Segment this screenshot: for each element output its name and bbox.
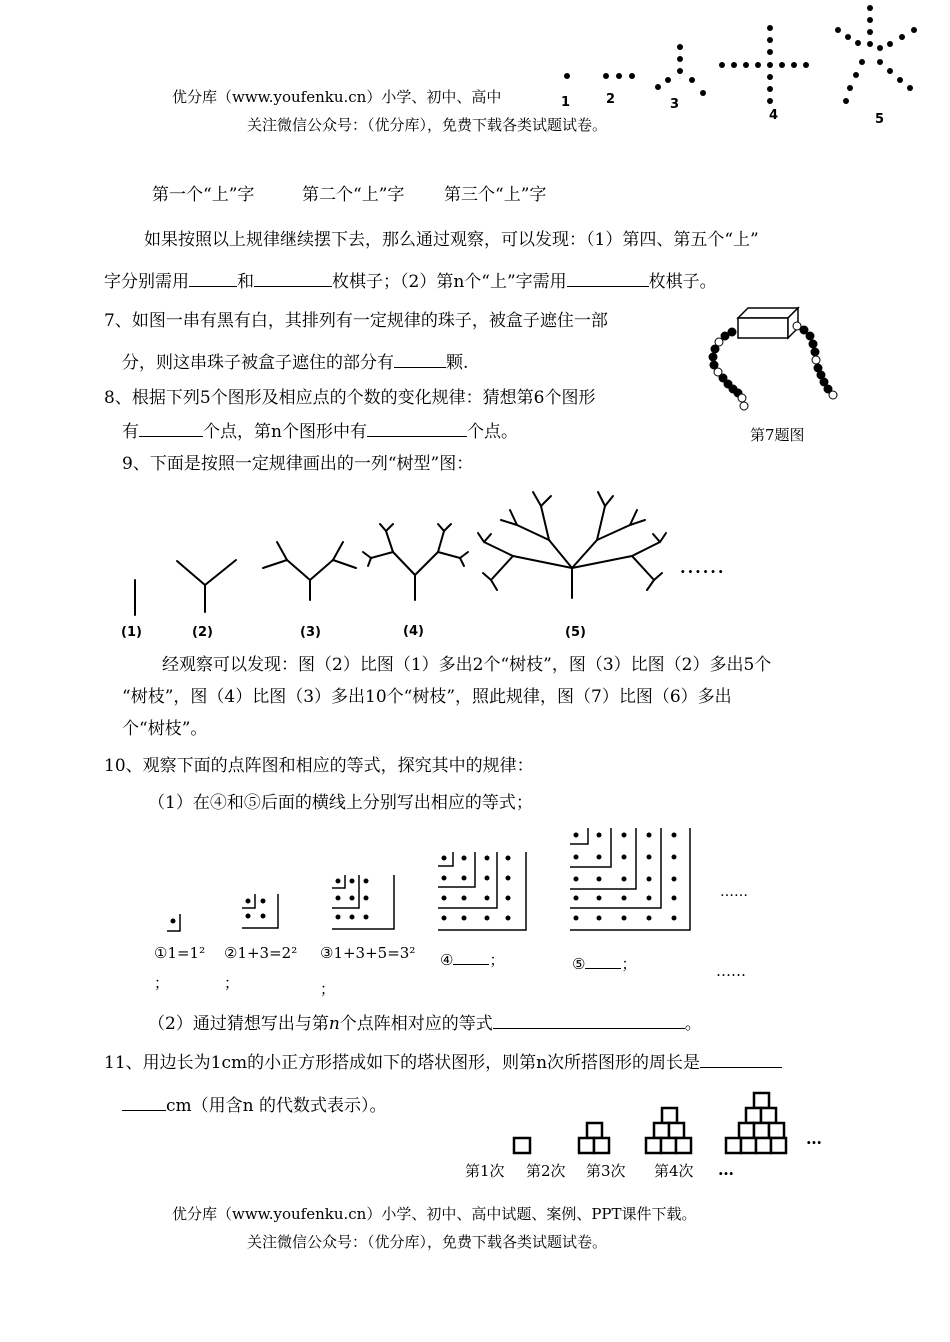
tower-caption-4: 第4次 <box>654 1162 694 1180</box>
q9-para-2: “树枝”，图（4）比图（3）多出10个“树枝”，照此规律，图（7）比图（6）多出 <box>122 687 732 707</box>
eq-5: ⑤ ； <box>572 955 637 973</box>
q6-line-1: 如果按照以上规律继续摆下去，那么通过观察，可以发现：（1）第四、第五个“上” <box>144 230 759 250</box>
q6-caption-3: 第三个“上”字 <box>444 185 547 205</box>
q8-line-2: 有 个点，第n个图形中有 个点。 <box>122 422 518 442</box>
tree-label: (5) <box>565 625 586 640</box>
dot-matrix-diagram <box>0 820 950 940</box>
header-line-1: 优分库（www.youfenku.cn）小学、初中、高中 <box>172 88 502 106</box>
eq-4: ④ ； <box>440 951 505 969</box>
star-label: 2 <box>606 92 616 107</box>
q6-line-2: 字分别需用 和 枚棋子；（2）第n个“上”字需用 枚棋子。 <box>104 272 717 292</box>
eq-3-semi: ； <box>320 980 336 998</box>
eq-ellipsis: …… <box>716 962 746 980</box>
answer-blank[interactable] <box>367 421 467 437</box>
tower-caption-2: 第2次 <box>526 1162 566 1180</box>
star-label: 5 <box>875 112 885 127</box>
eq-2-semi: ； <box>224 974 240 992</box>
star-dot <box>564 73 570 79</box>
tower-caption-1: 第1次 <box>465 1162 505 1180</box>
tree-label: (1) <box>121 625 142 640</box>
bead-string-figure <box>700 300 850 420</box>
answer-blank[interactable] <box>585 953 621 969</box>
answer-blank[interactable] <box>394 352 446 368</box>
star-label: 4 <box>769 108 779 123</box>
answer-blank[interactable] <box>700 1052 782 1068</box>
q9-para-3: 个“树枝”。 <box>122 719 208 739</box>
q7-line-2: 分，则这串珠子被盒子遮住的部分有 颗. <box>122 353 469 373</box>
q7-caption: 第7题图 <box>750 426 805 444</box>
star-dot-figure <box>540 0 950 130</box>
eq-2: ②1+3=2² <box>224 944 298 962</box>
tree-ellipsis: ······ <box>680 562 726 581</box>
q7-line-1: 7、如图一串有黑有白，其排列有一定规律的珠子，被盒子遮住一部 <box>104 311 608 331</box>
star-label: 1 <box>561 95 571 110</box>
tower-caption-3: 第3次 <box>586 1162 626 1180</box>
answer-blank[interactable] <box>453 949 489 965</box>
answer-blank[interactable] <box>139 421 203 437</box>
footer-line-2: 关注微信公众号：（优分库），免费下载各类试题试卷。 <box>247 1233 608 1251</box>
tower-ellipsis: … <box>718 1160 734 1179</box>
tree-label: (4) <box>403 624 424 639</box>
dot-matrix-ellipsis: …… <box>720 884 748 900</box>
q10-sub-2: （2）通过猜想写出与第n个点阵相对应的等式 。 <box>148 1014 702 1034</box>
eq-3: ③1+3+5=3² <box>320 944 416 962</box>
answer-blank[interactable] <box>493 1013 685 1029</box>
q8-line-1: 8、根据下列5个图形及相应点的个数的变化规律：猜想第6个图形 <box>104 388 596 408</box>
eq-1-semi: ； <box>154 974 170 992</box>
star-label: 3 <box>670 97 680 112</box>
q11-line-1: 11、用边长为1cm的小正方形搭成如下的塔状图形，则第n次所搭图形的周长是 <box>104 1052 782 1073</box>
q6-caption-1: 第一个“上”字 <box>152 185 255 205</box>
q10-sub-1: （1）在④和⑤后面的横线上分别写出相应的等式； <box>148 793 533 813</box>
footer-line-1: 优分库（www.youfenku.cn）小学、初中、高中试题、案例、PPT课件下载。 <box>172 1205 697 1223</box>
header-line-2: 关注微信公众号：（优分库），免费下载各类试题试卷。 <box>247 116 608 134</box>
q9-para-1: 经观察可以发现：图（2）比图（1）多出2个“树枝”，图（3）比图（2）多出5个 <box>162 655 772 675</box>
answer-blank[interactable] <box>254 271 332 287</box>
tower-ellipsis: … <box>806 1129 822 1148</box>
eq-1: ①1=1² <box>154 944 206 962</box>
answer-blank[interactable] <box>567 271 649 287</box>
q11-line-2: cm（用含n 的代数式表示）。 <box>122 1095 387 1116</box>
q6-caption-2: 第二个“上”字 <box>302 185 405 205</box>
tree-label: (2) <box>192 625 213 640</box>
q9-line-1: 9、下面是按照一定规律画出的一列“树型”图： <box>122 454 474 474</box>
answer-blank[interactable] <box>189 271 237 287</box>
tree-label: (3) <box>300 625 321 640</box>
q10-line-1: 10、观察下面的点阵图和相应的等式，探究其中的规律： <box>104 756 534 776</box>
tree-diagram <box>0 480 950 650</box>
